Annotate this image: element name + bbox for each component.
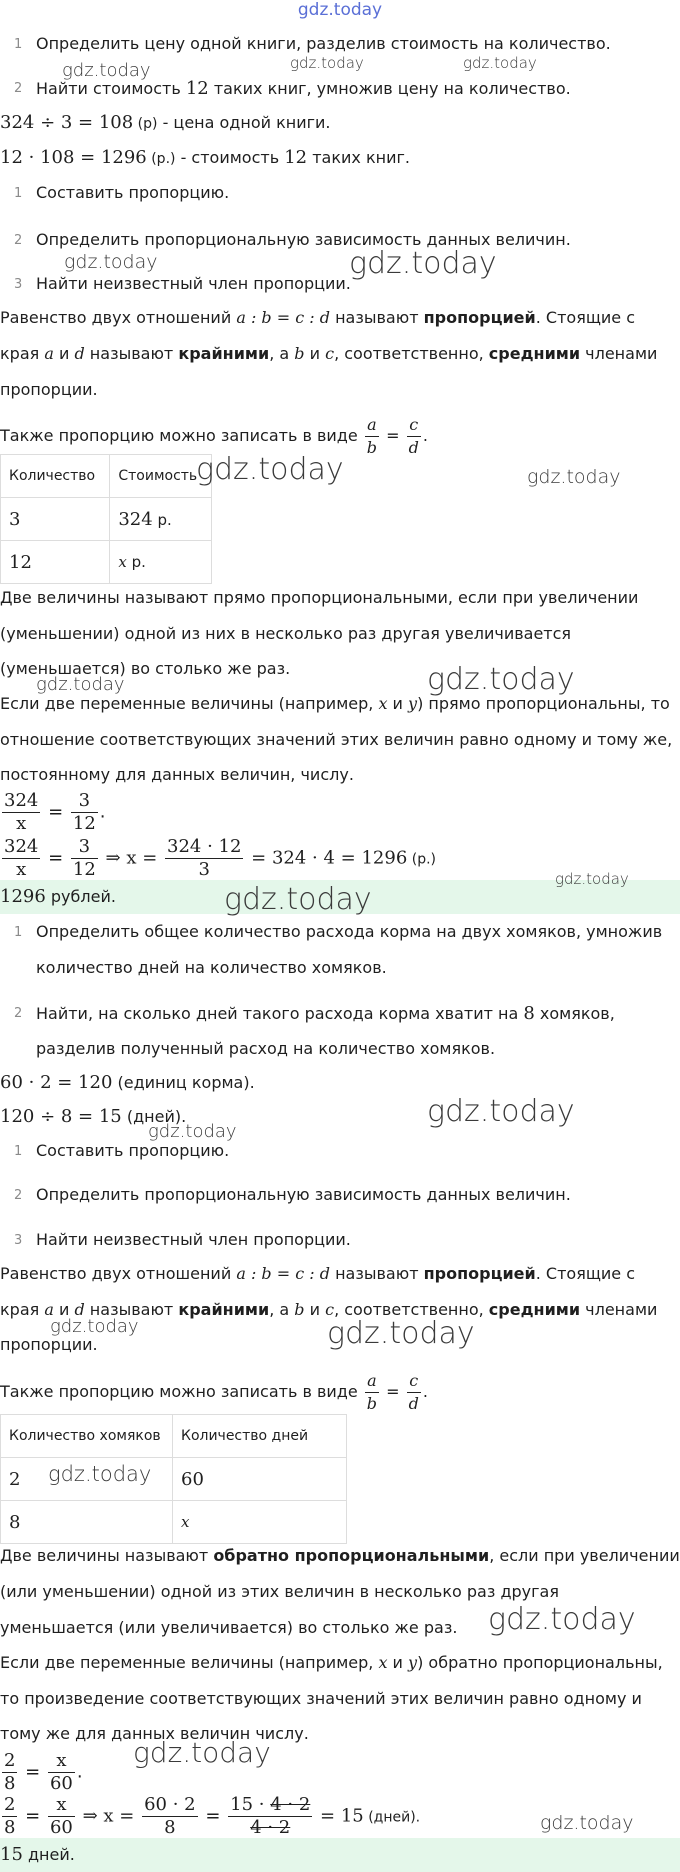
formula: $\frac{2}{8}$ = $\frac{x}{60}$ ⇒ x = $\frac{60 \cdot 2}{8}$ = $\frac{15 \cdot 4 \cdot 2}{4 \cdot 2}$ = 15 (дней). <box>4 1794 421 1838</box>
watermark: gdz.today <box>527 466 621 488</box>
fraction: $\frac{a}{b}$ <box>366 1371 378 1413</box>
watermark: gdz.today <box>50 1316 139 1337</box>
theory-line: (уменьшении) одной из них в несколько раз другая увеличивается <box>0 624 572 643</box>
theory-line: постоянному для данных величин, числу. <box>0 765 354 784</box>
step-text: Найти, на сколько дней такого расхода корма хватит на 8 хомяков, <box>36 1003 615 1024</box>
formula: $\frac{324}{x}$ = $\frac{3}{12}$ . <box>4 790 106 834</box>
fraction: $\frac{c}{d}$ <box>408 415 419 457</box>
table-cell: 12 <box>1 541 110 584</box>
theory-line: Равенство двух отношений a : b = c : d называют пропорцией. Стоящие с <box>0 308 636 327</box>
step-number: 1 <box>14 37 23 52</box>
theory-line: уменьшается (или увеличивается) во столько же раз. <box>0 1618 458 1637</box>
step-number: 3 <box>14 277 23 292</box>
watermark: gdz.today <box>540 1812 634 1834</box>
answer: 1296 рублей. <box>0 886 116 907</box>
watermark: gdz.today <box>290 54 364 72</box>
step-text: количество дней на количество хомяков. <box>36 958 387 977</box>
theory-line: (или уменьшении) одной из этих величин в несколько раз другая <box>0 1582 559 1601</box>
table-cell: 324 р. <box>110 498 212 541</box>
theory-line: Если две переменные величины (например, x и y) обратно пропорциональны, <box>0 1653 663 1672</box>
answer: 15 дней. <box>0 1844 75 1865</box>
step-number: 1 <box>14 186 23 201</box>
theory-line: то произведение соответствующих значений этих величин равно одному и <box>0 1689 642 1708</box>
theory-line: Две величины называют обратно пропорциональными, если при увеличении <box>0 1546 680 1565</box>
answer-box <box>0 1838 680 1872</box>
theory-line: Также пропорцию можно записать в виде $\frac{a}{b}$ = $\frac{c}{d}$ . <box>0 415 428 457</box>
theory-line: тому же для данных величин числу. <box>0 1724 309 1743</box>
data-table <box>0 454 212 584</box>
fraction: $\frac{a}{b}$ <box>366 415 378 457</box>
table-cell: 2 <box>1 1458 173 1501</box>
calculation: 324 ÷ 3 = 108 (р) - цена одной книги. <box>0 112 331 133</box>
theory-line: Две величины называют прямо пропорциональными, если при увеличении <box>0 588 639 607</box>
step-number: 3 <box>14 1233 23 1248</box>
step-number: 2 <box>14 81 23 96</box>
table-header: Количество хомяков <box>1 1415 173 1458</box>
step-number: 2 <box>14 233 23 248</box>
table-header: Количество дней <box>173 1415 347 1458</box>
calculation: 12 · 108 = 1296 (р.) - стоимость 12 таких книг. <box>0 147 410 168</box>
step-text: Определить пропорциональную зависимость данных величин. <box>36 1185 571 1204</box>
step-text: Определить цену одной книги, разделив стоимость на количество. <box>36 34 611 53</box>
theory-line: отношение соответствующих значений этих величин равно одному и тому же, <box>0 730 673 749</box>
watermark: gdz.today <box>463 54 537 72</box>
theory-line: пропорции. <box>0 380 98 399</box>
step-text: Найти стоимость 12 таких книг, умножив цену на количество. <box>36 78 571 99</box>
table-cell: 8 <box>1 1501 173 1544</box>
site-logo[interactable]: gdz.today <box>297 0 383 20</box>
theory-line: Также пропорцию можно записать в виде $\frac{a}{b}$ = $\frac{c}{d}$ . <box>0 1371 428 1413</box>
step-text: разделив полученный расход на количество хомяков. <box>36 1039 496 1058</box>
table-cell: x <box>173 1501 347 1544</box>
calculation: 120 ÷ 8 = 15 (дней). <box>0 1106 187 1127</box>
step-text: Составить пропорцию. <box>36 1141 230 1160</box>
watermark: gdz.today <box>48 1462 152 1486</box>
watermark: gdz.today <box>62 60 151 81</box>
table-cell: 3 <box>1 498 110 541</box>
table-header: Количество <box>1 455 110 498</box>
step-number: 2 <box>14 1006 23 1021</box>
fraction: $\frac{c}{d}$ <box>408 1371 419 1413</box>
watermark: gdz.today <box>133 1736 271 1769</box>
watermark: gdz.today <box>327 1316 475 1351</box>
theory-line: пропорции. <box>0 1335 98 1354</box>
watermark: gdz.today <box>148 1121 237 1142</box>
step-number: 2 <box>14 1188 23 1203</box>
step-number: 1 <box>14 1144 23 1159</box>
step-text: Определить пропорциональную зависимость данных величин. <box>36 230 571 249</box>
theory-line: (уменьшается) во столько же раз. <box>0 659 291 678</box>
step-text: Составить пропорцию. <box>36 183 230 202</box>
theory-line: края a и d называют крайними, а b и c, соответственно, средними членами <box>0 1300 658 1319</box>
table-cell: x р. <box>110 541 212 584</box>
theory-line: Равенство двух отношений a : b = c : d называют пропорцией. Стоящие с <box>0 1264 636 1283</box>
watermark: gdz.today <box>224 882 372 917</box>
table-cell: 60 <box>173 1458 347 1501</box>
step-text: Найти неизвестный член пропорции. <box>36 1230 351 1249</box>
watermark: gdz.today <box>196 452 344 487</box>
watermark: gdz.today <box>64 251 158 273</box>
theory-line: края a и d называют крайними, а b и c, соответственно, средними членами <box>0 344 658 363</box>
watermark: gdz.today <box>36 674 125 695</box>
table-header: Стоимость <box>110 455 212 498</box>
theory-line: Если две переменные величины (например, x и y) прямо пропорциональны, то <box>0 694 670 713</box>
watermark: gdz.today <box>349 246 497 281</box>
step-text: Найти неизвестный член пропорции. <box>36 274 351 293</box>
watermark: gdz.today <box>555 870 629 888</box>
step-text: Определить общее количество расхода корма на двух хомяков, умножив <box>36 922 663 941</box>
formula: $\frac{324}{x}$ = $\frac{3}{12}$ ⇒ x = $\frac{324 \cdot 12}{3}$ = 324 · 4 = 1296 (р.) <box>4 836 436 880</box>
watermark: gdz.today <box>488 1602 636 1637</box>
step-number: 1 <box>14 925 23 940</box>
calculation: 60 · 2 = 120 (единиц корма). <box>0 1072 255 1093</box>
watermark: gdz.today <box>427 1094 575 1129</box>
formula: $\frac{2}{8}$ = $\frac{x}{60}$ . <box>4 1750 83 1794</box>
watermark: gdz.today <box>427 662 575 697</box>
